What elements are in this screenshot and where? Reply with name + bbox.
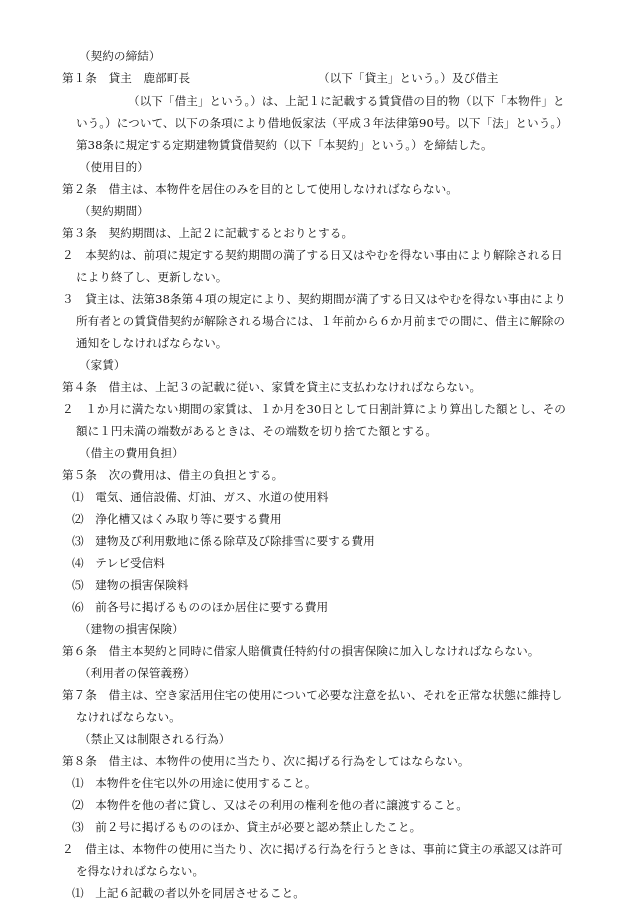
document-line: ⑶ 建物及び利用敷地に係る除草及び除排雪に要する費用 (72, 534, 375, 548)
document-line: 第８条 借主は、本物件の使用に当たり、次に掲げる行為をしてはならない。 (62, 754, 470, 768)
document-line: （禁止又は制限される行為） (79, 732, 231, 746)
document-line: 第５条 次の費用は、借主の負担とする。 (62, 468, 284, 482)
document-line: 第１条 貸主 鹿部町長 (62, 71, 191, 85)
document-line: 額に１円未満の端数があるときは、その端数を切り捨てた額とする。 (76, 424, 437, 438)
document-line: 通知をしなければならない。 (76, 336, 228, 350)
document-line: ⑷ テレビ受信料 (72, 556, 165, 570)
document-line: ２ 借主は、本物件の使用に当たり、次に掲げる行為を行うときは、事前に貸主の承認又は許可 (62, 842, 563, 856)
document-line: ３ 貸主は、法第38条第４項の規定により、契約期間が満了する日又はやむを得ない事由により (62, 292, 566, 306)
document-line: 第２条 借主は、本物件を居住のみを目的として使用しなければならない。 (62, 182, 458, 196)
document-line: （利用者の保管義務） (79, 666, 196, 680)
document-line: ⑴ 上記６記載の者以外を同居させること。 (72, 886, 305, 900)
document-line: ⑴ 本物件を住宅以外の用途に使用すること。 (72, 776, 317, 790)
document-line: （家賃） (79, 358, 126, 372)
document-line: （契約期間） (79, 204, 149, 218)
document-line: ２ 本契約は、前項に規定する契約期間の満了する日又はやむを得ない事由により解除される日 (62, 248, 563, 262)
document-line: ⑵ 本物件を他の者に貸し、又はその利用の権利を他の者に譲渡すること。 (72, 798, 468, 812)
document-line: 所有者との賃貸借契約が解除される場合には、１年前から６か月前までの間に、借主に解除の (76, 314, 566, 328)
document-line: （使用目的） (79, 160, 149, 174)
document-line: ⑶ 前２号に掲げるもののほか、貸主が必要と認め禁止したこと。 (72, 820, 422, 834)
document-line: いう。）について、以下の条項により借地仮家法（平成３年法律第90号。以下「法」という。） (76, 116, 568, 130)
document-line: ⑵ 浄化槽又はくみ取り等に要する費用 (72, 512, 282, 526)
document-line: （建物の損害保険） (79, 622, 184, 636)
document-line: （借主の費用負担） (79, 446, 184, 460)
document-line: を得なければならない。 (76, 864, 205, 878)
document-line: ２ １か月に満たない期間の家賃は、１か月を30日として日割計算により算出した額とし、その (62, 402, 566, 416)
document-line: 第６条 借主本契約と同時に借家人賠償責任特約付の損害保険に加入しなければならない。 (62, 644, 540, 658)
document-line: により終了し、更新しない。 (76, 270, 228, 284)
document-line: （以下「貸主」という。）及び借主 (318, 71, 499, 85)
document-line: なければならない。 (76, 710, 181, 724)
document-line: ⑹ 前各号に掲げるもののほか居住に要する費用 (72, 600, 329, 614)
document-line: ⑴ 電気、通信設備、灯油、ガス、水道の使用料 (72, 490, 329, 504)
document-line: 第４条 借主は、上記３の記載に従い、家賃を貸主に支払わなければならない。 (62, 380, 482, 394)
document-line: （契約の締結） (79, 49, 161, 63)
document-line: 第３条 契約期間は、上記２に記載するとおりとする。 (62, 226, 354, 240)
document-line: （以下「借主」という。）は、上記１に記載する賃貸借の目的物（以下「本物件」と (128, 94, 565, 108)
document-line: 第38条に規定する定期建物賃貸借契約（以下「本契約」という。）を締結した。 (76, 138, 493, 152)
document-line: 第７条 借主は、空き家活用住宅の使用について必要な注意を払い、それを正常な状態に維持し (62, 688, 563, 702)
document-line: ⑸ 建物の損害保険料 (72, 578, 189, 592)
